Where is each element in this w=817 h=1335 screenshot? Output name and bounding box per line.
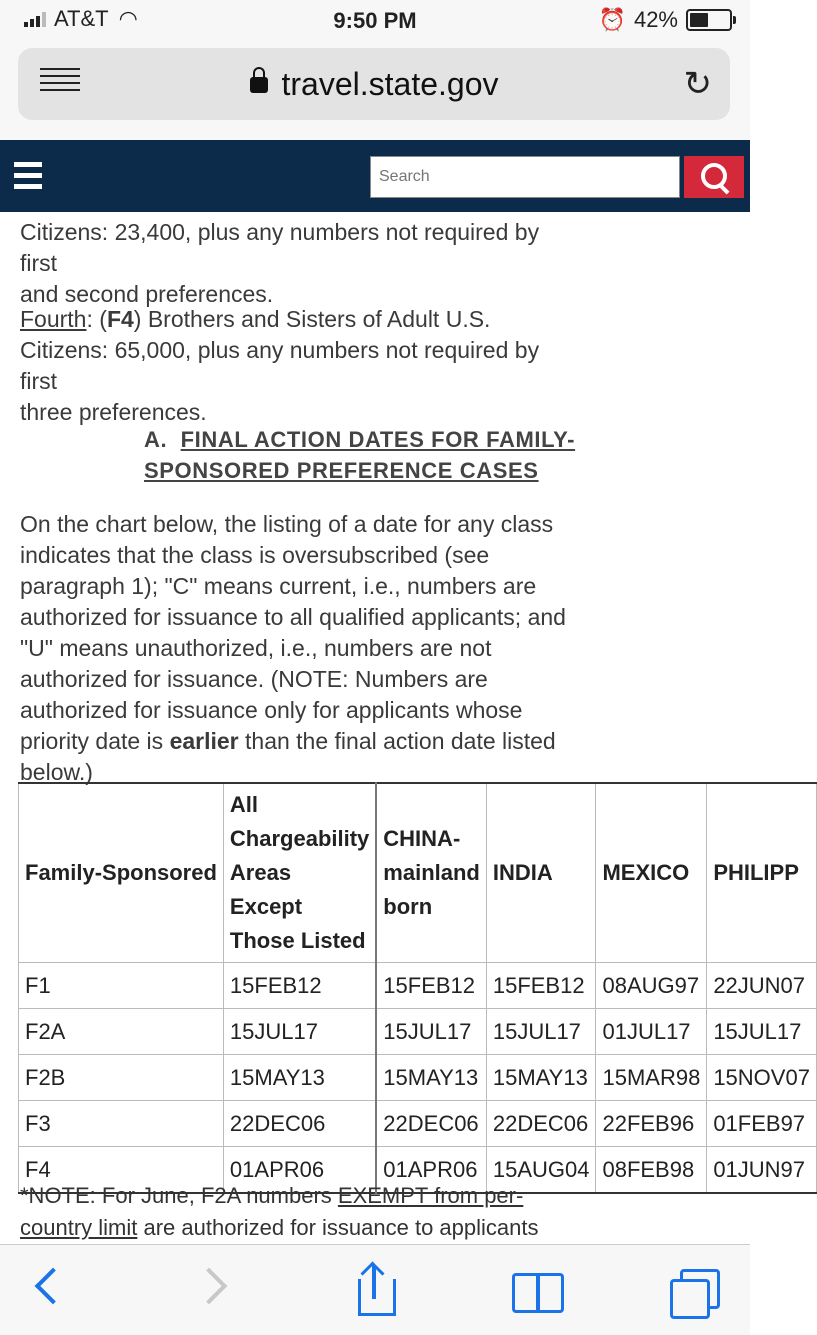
country-limit-link[interactable]: country limit [20, 1215, 138, 1240]
battery-icon [686, 9, 732, 31]
table-cell: F2A [19, 1009, 224, 1055]
table-header-cell: Family-Sponsored [19, 783, 224, 963]
text-line: Fourth: (F4) Brothers and Sisters of Adult U.S. [20, 306, 491, 332]
earlier-emphasis: earlier [169, 728, 239, 754]
text-span: are authorized for issuance to applicants [137, 1215, 539, 1240]
table-cell: F4 [19, 1147, 224, 1194]
bookmarks-button[interactable] [506, 1265, 566, 1315]
heading-text: FINAL ACTION DATES FOR FAMILY- [180, 427, 576, 452]
table-cell: F2B [19, 1055, 224, 1101]
text-line: and second preferences. [20, 281, 274, 307]
url-bar[interactable] [18, 48, 730, 120]
table-row [19, 1009, 817, 1055]
share-arrow-icon [372, 1265, 376, 1299]
lock-icon [250, 77, 268, 93]
table-header-row [19, 783, 817, 963]
paragraph-chart-explanation [20, 509, 580, 788]
browser-bar [0, 40, 750, 140]
final-action-dates-table [18, 782, 817, 1194]
site-header [0, 140, 750, 212]
table-cell: 08AUG97 [596, 963, 707, 1009]
table-cell: 15JUL17 [707, 1009, 817, 1055]
table-cell: 01JUN97 [707, 1147, 817, 1194]
text-span: than the final action date listed below.) [20, 728, 556, 785]
text-line: three preferences. [20, 399, 207, 425]
table-cell: 15MAY13 [223, 1055, 376, 1101]
wifi-icon: ◠ [118, 6, 138, 31]
table-cell: 22FEB96 [596, 1101, 707, 1147]
alarm-icon: ⏰ [598, 7, 626, 32]
table-cell: 15FEB12 [376, 963, 486, 1009]
tabs-button[interactable] [666, 1265, 726, 1315]
table-cell: 15NOV07 [707, 1055, 817, 1101]
text-span: On the chart below, the listing of a date for any class indicates that the class is oversubscribed (see paragraph 1); "C" means current, i.e., numbers are authorized for issuance to all qualified applicants; and "U" means unauthorized, i.e., numbers are not authorized for issuance. (NOTE: Numbers are authorized for issuance only for applicants whose priority date is [20, 511, 566, 754]
table-cell: 01APR06 [376, 1147, 486, 1194]
table-header-cell: All Chargeability Areas Except Those Listed [223, 783, 376, 963]
paragraph-fourth-pref [20, 304, 580, 428]
share-button[interactable] [346, 1265, 406, 1315]
browser-toolbar [0, 1244, 750, 1335]
table-cell: 15FEB12 [486, 963, 596, 1009]
reload-icon[interactable]: ↻ [683, 65, 712, 103]
heading-line [144, 455, 594, 486]
paragraph-third-pref [20, 217, 580, 310]
table-row [19, 1055, 817, 1101]
fourth-label: Fourth [20, 306, 87, 332]
section-heading [144, 424, 594, 486]
status-time: 9:50 PM [333, 8, 417, 33]
text-line: Citizens: 65,000, plus any numbers not required by first [20, 337, 540, 394]
text-span: *NOTE: For June, F2A numbers [20, 1183, 338, 1208]
table-header-cell: PHILIPP [707, 783, 817, 963]
share-icon [358, 1279, 396, 1316]
table-cell: 15MAY13 [376, 1055, 486, 1101]
table-cell: 22DEC06 [486, 1101, 596, 1147]
table-cell: 15JUL17 [223, 1009, 376, 1055]
note-paragraph [20, 1180, 580, 1244]
exempt-link[interactable]: EXEMPT from per- [337, 1183, 524, 1208]
table-row [19, 1101, 817, 1147]
table-cell: 15FEB12 [223, 963, 376, 1009]
table-row [19, 963, 817, 1009]
table-cell: 01APR06 [223, 1147, 376, 1194]
status-bar [0, 0, 750, 40]
table-cell: F3 [19, 1101, 224, 1147]
status-right [599, 7, 732, 33]
menu-icon[interactable] [14, 162, 42, 195]
table-cell: 01FEB97 [707, 1101, 817, 1147]
table-cell: 15MAR98 [596, 1055, 707, 1101]
table-cell: 15JUL17 [486, 1009, 596, 1055]
url-display[interactable] [18, 66, 730, 103]
carrier-label: AT&T [54, 6, 109, 31]
page-content [0, 212, 810, 1244]
table-cell: 15JUL17 [376, 1009, 486, 1055]
table-header-cell: MEXICO [596, 783, 707, 963]
table-cell: 22DEC06 [223, 1101, 376, 1147]
search-icon [701, 163, 727, 189]
table-header-cell: CHINA-mainland born [376, 783, 486, 963]
table-cell: 22JUN07 [707, 963, 817, 1009]
search-button[interactable] [684, 156, 744, 198]
table-cell: 15MAY13 [486, 1055, 596, 1101]
table-cell: 08FEB98 [596, 1147, 707, 1194]
back-button[interactable] [26, 1265, 86, 1315]
f4-code: F4 [106, 306, 134, 332]
search-input[interactable] [370, 156, 680, 198]
heading-line [144, 424, 594, 455]
table-cell: 01JUL17 [596, 1009, 707, 1055]
table-cell: 15AUG04 [486, 1147, 596, 1194]
table-header-cell: INDIA [486, 783, 596, 963]
text-line: Citizens: 23,400, plus any numbers not required by first [20, 219, 540, 276]
heading-text: SPONSORED PREFERENCE CASES [144, 458, 539, 483]
url-text: travel.state.gov [281, 66, 499, 102]
heading-prefix: A. [144, 427, 168, 452]
table-cell: 22DEC06 [376, 1101, 486, 1147]
text-span: ) Brothers and Sisters of Adult U.S. [133, 306, 491, 332]
battery-percent: 42% [633, 7, 678, 32]
forward-button[interactable] [186, 1265, 246, 1315]
table-cell: F1 [19, 963, 224, 1009]
